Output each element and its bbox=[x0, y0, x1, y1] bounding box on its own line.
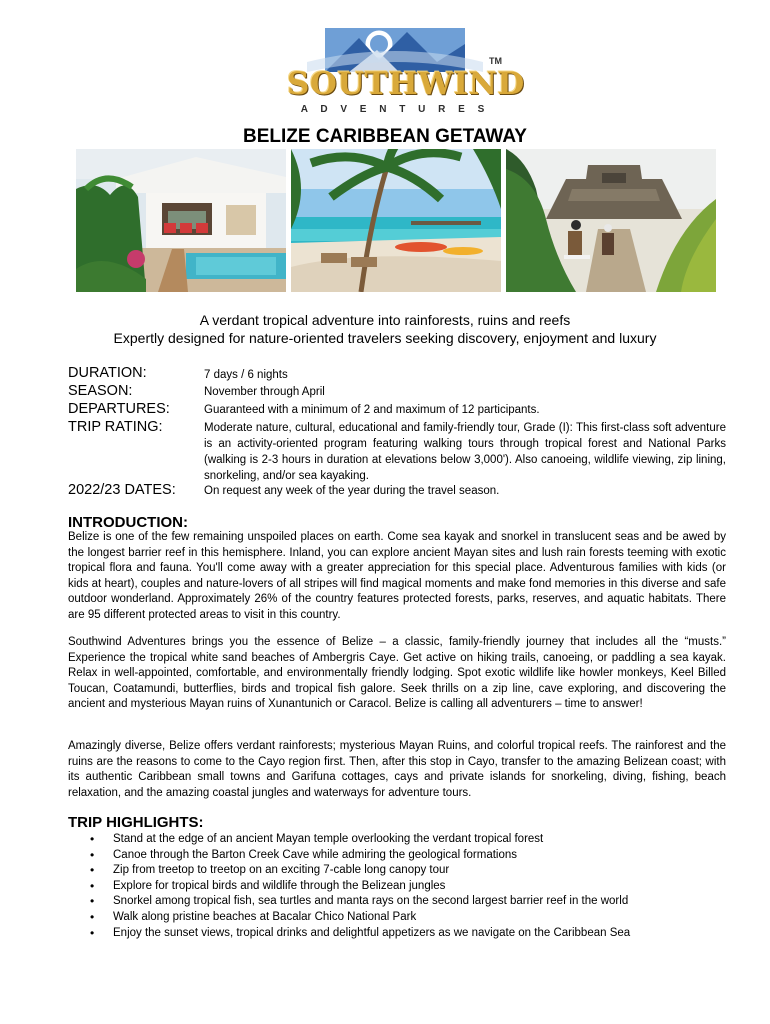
mayan-ruins-horseback-photo bbox=[506, 149, 716, 292]
trip-rating-label: TRIP RATING: bbox=[68, 419, 163, 435]
dates-label: 2022/23 DATES: bbox=[68, 482, 176, 498]
introduction-paragraph-2: Southwind Adventures brings you the essence of Belize – a classic, family-friendly journey that includes all the “musts.” Experience the tropical white sand beaches of Ambergris Caye. Get active on hiking trails, canoeing, or paddling a sea kayak. Relax in well-appointed, comfortable, and environmentally friendly lodging. Spot exotic wildlife like howler monkeys, Keel Billed Toucan, Coatamundi, butterflies, birds and tropical fish galore. Seek thrills on a zip line, cave exploring, and discovering the ancient and mysterious Mayan ruins of Xunantunich or Caracol. Belize is calling all adventurers – time to answer! bbox=[68, 636, 726, 710]
list-item: • Zip from treetop to treetop on an exciting 7-cable long canopy tour bbox=[68, 863, 728, 879]
beach-palms-photo bbox=[291, 149, 501, 292]
duration-value: 7 days / 6 nights bbox=[204, 369, 288, 381]
page-title: BELIZE CARIBBEAN GETAWAY bbox=[243, 126, 527, 147]
list-item: • Explore for tropical birds and wildlife through the Belizean jungles bbox=[68, 879, 728, 895]
departures-value: Guaranteed with a minimum of 2 and maximum of 12 participants. bbox=[204, 404, 540, 416]
logo-wordmark: SOUTHWIND bbox=[287, 66, 525, 102]
list-item: • Walk along pristine beaches at Bacalar Chico National Park bbox=[68, 910, 728, 926]
southwind-logo bbox=[287, 22, 525, 118]
departures-label: DEPARTURES: bbox=[68, 401, 170, 417]
tagline-line-2: Expertly designed for nature-oriented travelers seeking discovery, enjoyment and luxury bbox=[113, 330, 657, 346]
list-item: • Stand at the edge of an ancient Mayan temple overlooking the verdant tropical forest bbox=[68, 832, 728, 848]
season-label: SEASON: bbox=[68, 383, 133, 399]
highlights-list bbox=[68, 832, 728, 941]
introduction-paragraph-1: Belize is one of the few remaining unspoiled places on earth. Come sea kayak and snorkel in translucent seas and be awed by the longest barrier reef in this hemisphere. Inland, you can explore ancient Mayan sites and lush rain forests teeming with exotic tropical flora and fauna. You'll come away with a greater appreciation for this special place. Adventurous families with kids (or kids at heart), couples and nature-lovers of all stripes will find magical moments and make fond memories in this diverse and safe outdoor wonderland. Approximately 26% of the country features protected forests, parks, reserves, and aquatic habitats. There are 95 different protected areas to visit in this country. bbox=[68, 531, 726, 621]
highlights-heading: TRIP HIGHLIGHTS: bbox=[68, 814, 204, 831]
introduction-paragraph-3: Amazingly diverse, Belize offers verdant rainforests; mysterious Mayan Ruins, and colorful tropical reefs. The rainforest and the ruins are the reasons to come to the Cayo region first. Then, after this stop in Cayo, transfer to the amazing Belizean coast; with its authentic Caribbean small towns and Garifuna cottages, cays and private islands for snorkeling, diving, fishing, beach relaxation, and the amazing coastal jungles and waterways for adventure tours. bbox=[68, 740, 726, 799]
trip-rating-value: Moderate nature, cultural, educational and family-friendly tour, Grade (I): This first-class soft adventure is an activity-oriented program featuring walking tours through tropical forest and National Parks (walking is 2-3 hours in duration at elevations below 3,000'). Also canoeing, wildlife viewing, zip lining, snorkeling, and/or sea kayaking. bbox=[204, 422, 726, 482]
tagline-line-1: A verdant tropical adventure into rainforests, ruins and reefs bbox=[199, 312, 571, 328]
logo-subtitle: A D V E N T U R E S bbox=[300, 104, 490, 115]
dates-value: On request any week of the year during the travel season. bbox=[204, 485, 500, 497]
list-item: • Enjoy the sunset views, tropical drinks and delightful appetizers as we navigate on the Caribbean Sea bbox=[68, 926, 728, 942]
duration-label: DURATION: bbox=[68, 365, 147, 381]
list-item: • Snorkel among tropical fish, sea turtles and manta rays on the second largest barrier reef in the world bbox=[68, 894, 728, 910]
trademark-mark: TM bbox=[489, 56, 502, 66]
introduction-heading: INTRODUCTION: bbox=[68, 514, 188, 531]
villa-pool-photo bbox=[76, 149, 286, 292]
list-item: • Canoe through the Barton Creek Cave while admiring the geological formations bbox=[68, 848, 728, 864]
season-value: November through April bbox=[204, 386, 325, 398]
